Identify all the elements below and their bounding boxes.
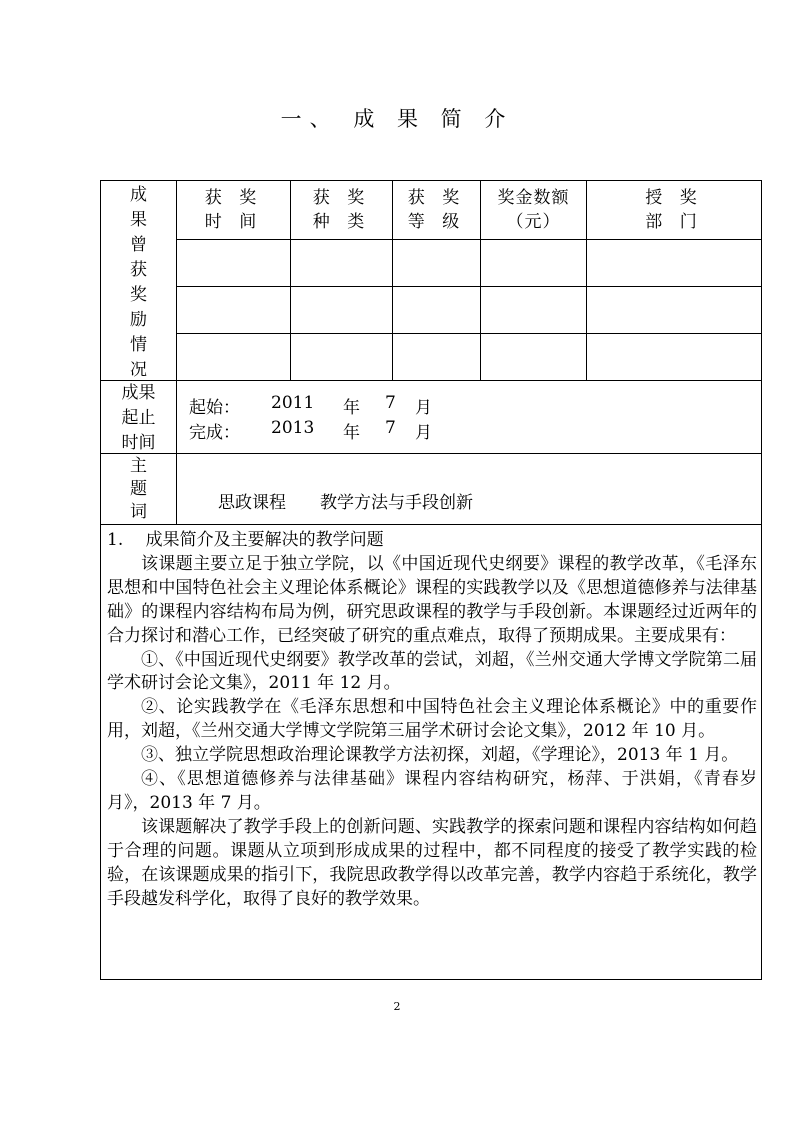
header-award-level: 获 奖 等 级 xyxy=(407,188,466,232)
end-label: 完成： xyxy=(189,423,240,443)
start-month: 7 xyxy=(385,393,396,413)
summary-paragraph: 该课题解决了教学手段上的创新问题、实践教学的探索问题和课程内容结构如何趋于合理的问题。课题从立项到形成成果的过程中，都不同程度的接受了教学实践的检验，在该课题成果的指引下，我院思政教学得以改革完善，教学内容趋于系统化，教学手段越发科学化，取得了良好的教学效果。 xyxy=(107,816,757,909)
start-label: 起始： xyxy=(189,398,240,418)
row-divider xyxy=(101,380,761,381)
keyword-item: 教学方法与手段创新 xyxy=(320,493,473,513)
end-month-unit: 月 xyxy=(415,423,432,443)
keyword-item: 思政课程 xyxy=(218,493,286,513)
row-divider xyxy=(176,333,761,334)
header-award-time: 获 奖 时 间 xyxy=(204,188,263,232)
header-award-department: 授 奖 部 门 xyxy=(645,188,703,232)
result-item: ②、论实践教学在《毛泽东思想和中国特色社会主义理论体系概论》中的重要作用，刘超，《兰州交通大学博文学院第三届学术研讨会论文集》，2012 年 10 月。 xyxy=(107,697,757,742)
result-item: ①、《中国近现代史纲要》教学改革的尝试，刘超，《兰州交通大学博文学院第二届学术研讨会论文集》，2011 年 12 月。 xyxy=(107,649,757,694)
row-divider xyxy=(101,453,761,454)
result-item: ④、《思想道德修养与法律基础》课程内容结构研究，杨萍、于洪娟，《青春岁月》，2013 年 7 月。 xyxy=(107,769,757,813)
summary-heading: 1. 成果简介及主要解决的教学问题 xyxy=(107,530,384,550)
header-award-type: 获 奖 种 类 xyxy=(312,188,371,232)
section-title: 一、 成 果 简 介 xyxy=(280,107,514,131)
row-divider xyxy=(101,524,761,525)
end-year-unit: 年 xyxy=(343,423,360,443)
period-side-label: 成果 起止 时间 xyxy=(121,383,156,453)
header-award-amount: 奖金数额 （元） xyxy=(497,188,570,232)
row-divider xyxy=(176,239,761,240)
result-item: ③、独立学院思想政治理论课教学方法初探，刘超，《学理论》，2013 年 1 月。 xyxy=(141,745,739,766)
awards-side-label: 成 果 曾 获 奖 励 情 况 xyxy=(130,185,147,380)
achievement-table xyxy=(100,180,762,980)
start-month-unit: 月 xyxy=(415,398,432,418)
row-divider xyxy=(176,286,761,287)
page-number: 2 xyxy=(393,1000,401,1013)
keywords-side-label: 主 题 词 xyxy=(130,456,147,522)
summary-section xyxy=(107,529,757,912)
summary-paragraph: 该课题主要立足于独立学院，以《中国近现代史纲要》课程的教学改革，《毛泽东思想和中国特色社会主义理论体系概论》课程的实践教学以及《思想道德修养与法律基础》的课程内容结构布局为例，研究思政课程的教学与手段创新。本课题经过近两年的合力探讨和潜心工作，已经突破了研究的重点难点，取得了预期成果。主要成果有： xyxy=(107,553,757,646)
end-year: 2013 xyxy=(271,418,315,438)
start-year: 2011 xyxy=(271,393,315,413)
end-month: 7 xyxy=(385,418,396,438)
start-year-unit: 年 xyxy=(343,398,360,418)
keywords-list xyxy=(218,488,507,513)
